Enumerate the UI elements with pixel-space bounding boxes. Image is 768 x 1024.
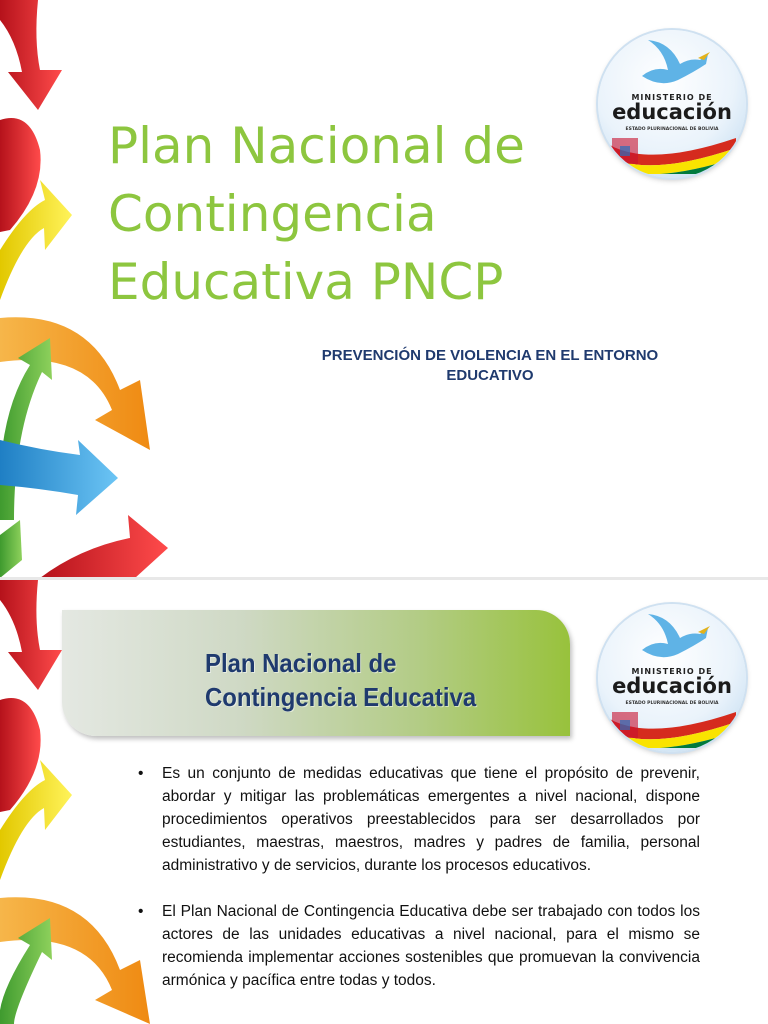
ministerio-logo bbox=[598, 30, 746, 178]
logo-educacion-text: educación bbox=[612, 100, 732, 124]
slide-title: Plan Nacional de Contingencia Educativa PNCP bbox=[108, 117, 525, 311]
logo-ministerio-text: MINISTERIO DE bbox=[631, 667, 713, 676]
bullet-item bbox=[138, 900, 700, 992]
logo-ministerio-text: MINISTERIO DE bbox=[631, 93, 713, 102]
flag-ribbon-icon bbox=[608, 708, 736, 748]
green-arrow-tip bbox=[0, 520, 22, 578]
bullet-list bbox=[138, 762, 700, 1015]
slide-title: Plan Nacional de Contingencia Educativa bbox=[205, 648, 477, 712]
red-arrow-top bbox=[0, 580, 62, 690]
dove-icon bbox=[634, 610, 714, 666]
red-arrow-top bbox=[0, 0, 62, 110]
bullet-text: Es un conjunto de medidas educativas que tiene el propósito de prevenir, abordar y mitigar las problemáticas emergentes a nivel nacional, dispone procedimientos operativos preestablecidos para ser desarrollados por estudiantes, maestras, maestros, madres y padres de familia, personal administrativo y de servicios, durante los procesos educativos. bbox=[162, 765, 700, 874]
bullet-item bbox=[138, 762, 700, 877]
logo-estado-text: ESTADO PLURINACIONAL DE BOLIVIA bbox=[625, 701, 719, 706]
logo-estado-text: ESTADO PLURINACIONAL DE BOLIVIA bbox=[625, 127, 719, 132]
content-slide bbox=[0, 580, 768, 1024]
bullet-dot: • bbox=[138, 903, 144, 920]
ministerio-logo bbox=[598, 604, 746, 752]
red-arrow-bottom bbox=[40, 515, 168, 578]
bullet-text: El Plan Nacional de Contingencia Educativa debe ser trabajado con todos los actores de las unidades educativas a nivel nacional, para el mismo se recomienda implementar acciones sostenibles que promuevan la convivencia armónica y pacífica entre todas y todos. bbox=[162, 903, 700, 989]
blue-arrow bbox=[0, 440, 118, 515]
dove-icon bbox=[634, 36, 714, 92]
green-arrow bbox=[0, 338, 52, 520]
slide-subtitle: PREVENCIÓN DE VIOLENCIA EN EL ENTORNO EDUCATIVO bbox=[321, 347, 659, 384]
flag-ribbon-icon bbox=[608, 134, 736, 174]
bullet-dot: • bbox=[138, 765, 144, 782]
logo-educacion-text: educación bbox=[612, 674, 732, 698]
